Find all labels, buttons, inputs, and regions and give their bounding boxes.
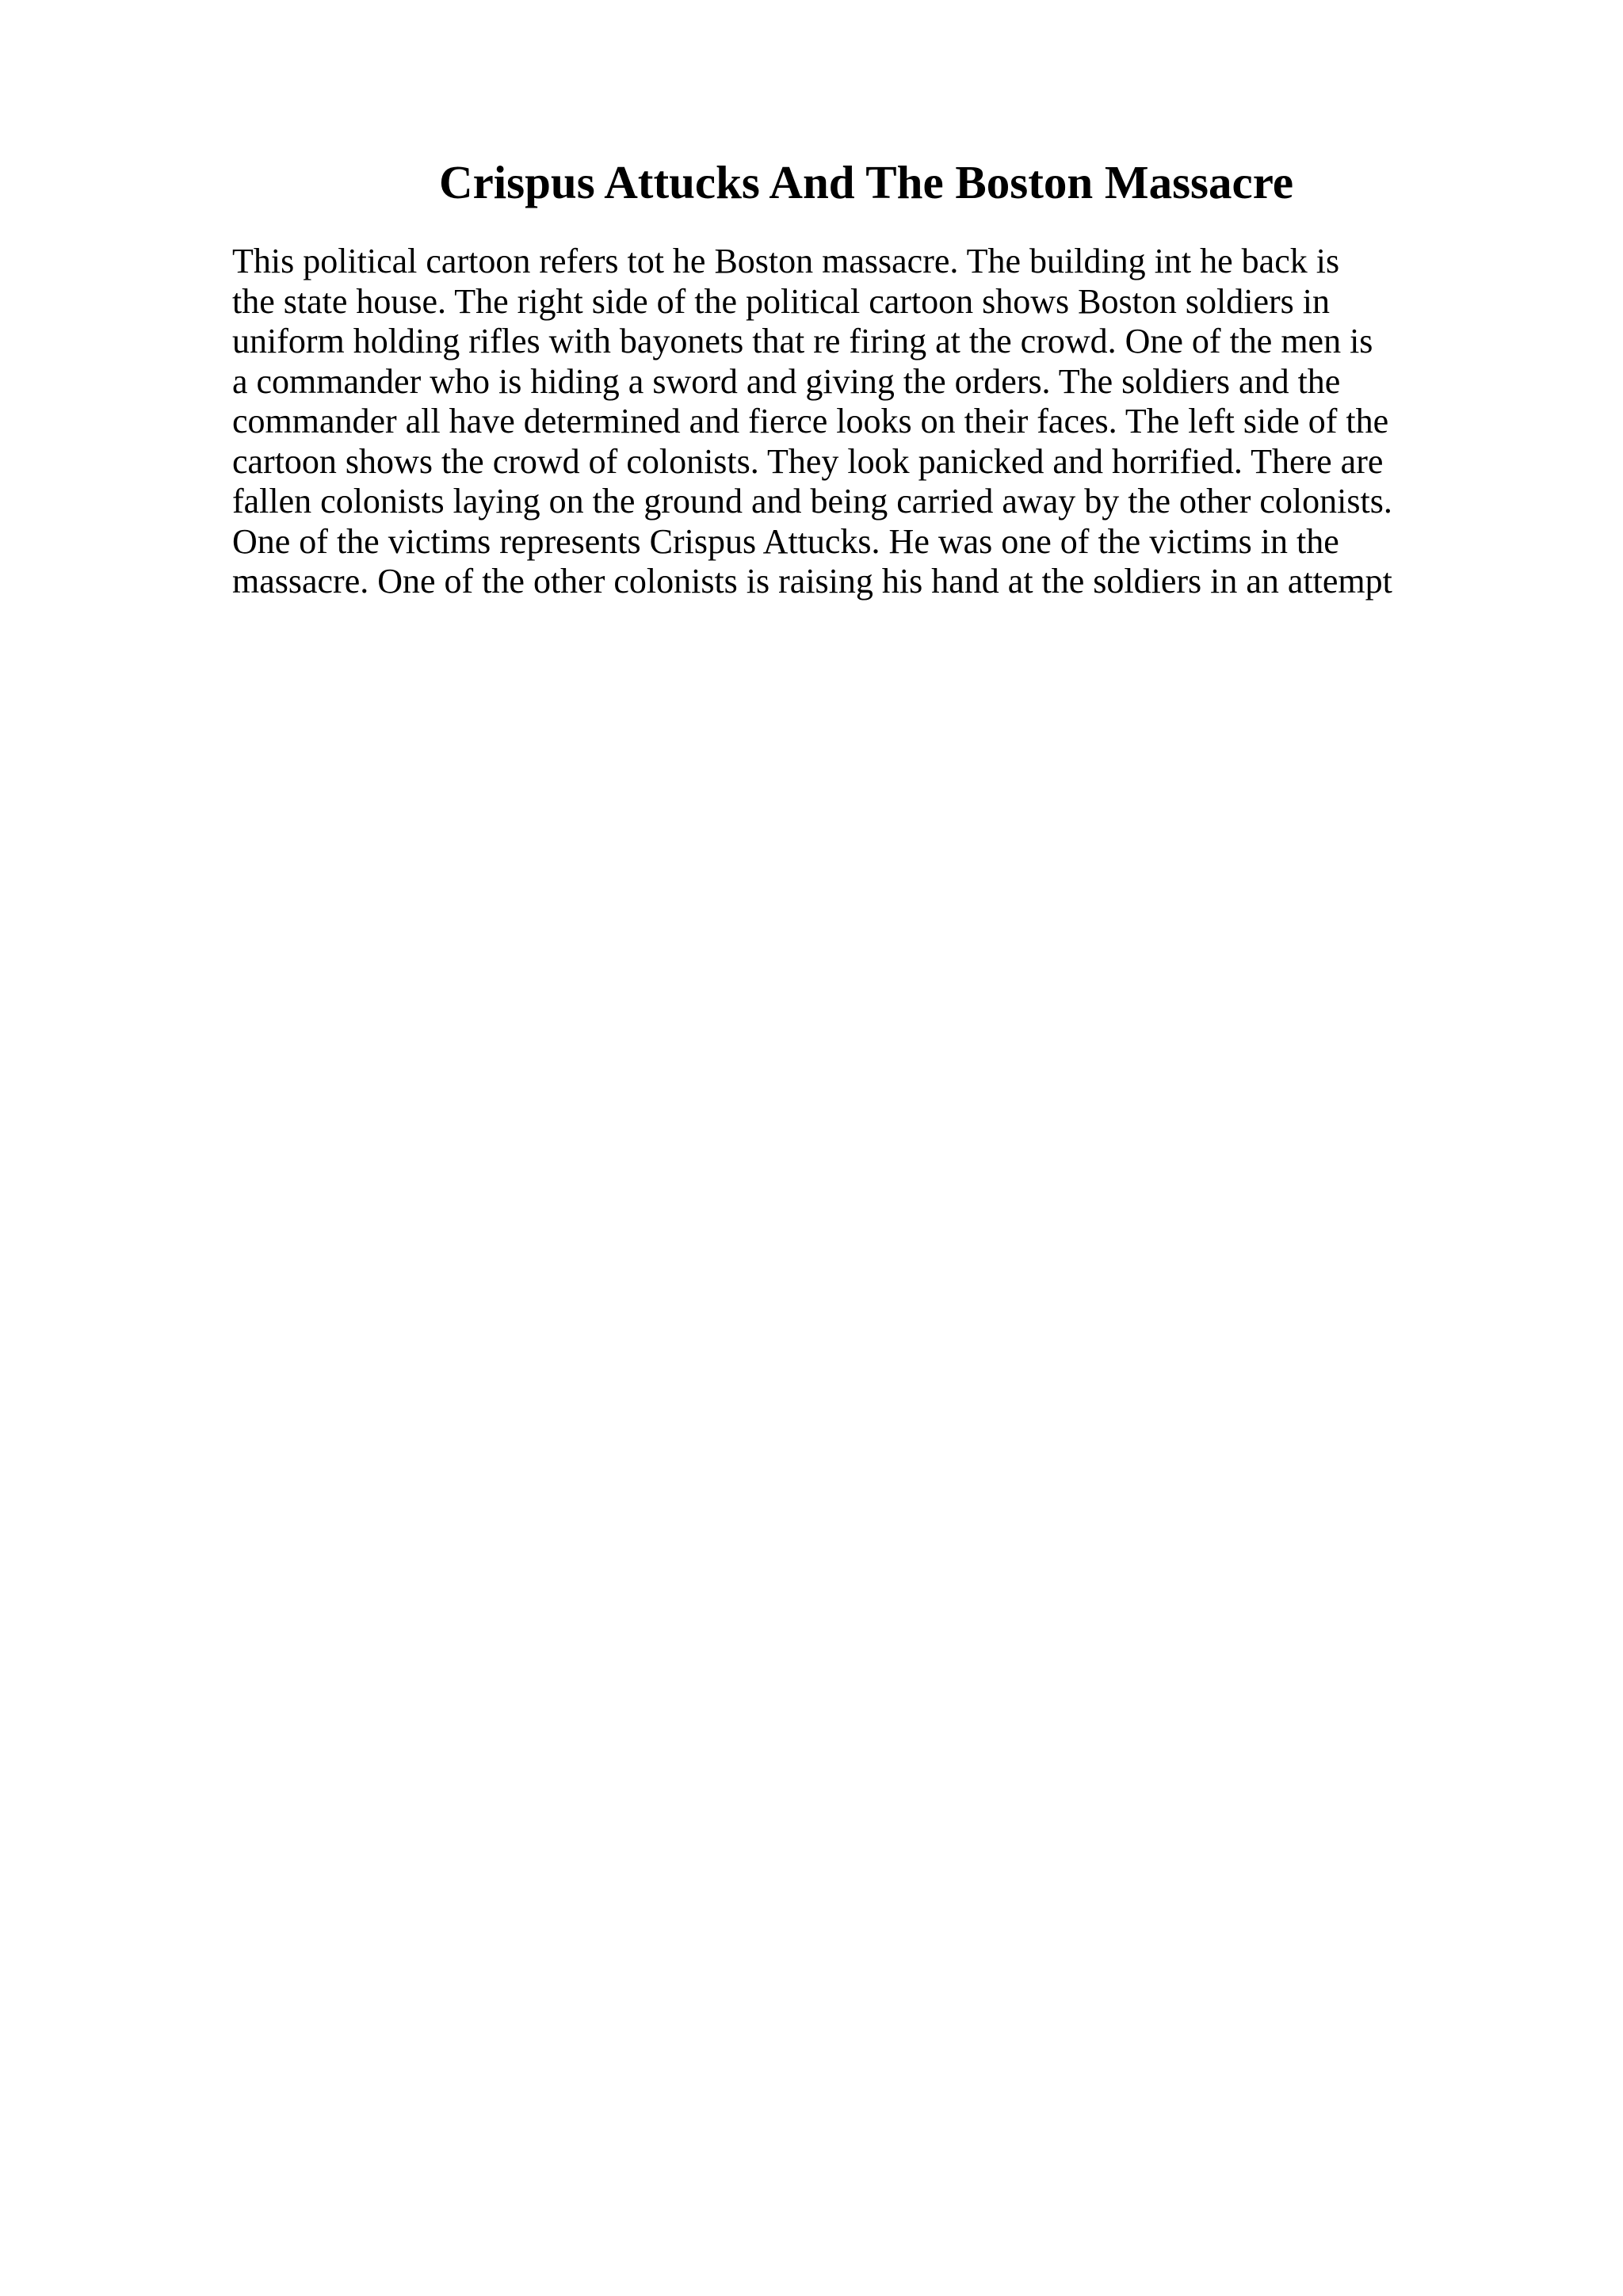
- body-line: This political cartoon refers tot he Boston massacre. The building int he back is: [232, 242, 1340, 280]
- body-line: uniform holding rifles with bayonets that re firing at the crowd. One of the men is: [232, 322, 1373, 360]
- body-line: cartoon shows the crowd of colonists. They look panicked and horrified. There are: [232, 441, 1384, 481]
- body-line: the state house. The right side of the political cartoon shows Boston soldiers in: [232, 281, 1330, 321]
- body-line: fallen colonists laying on the ground and being carried away by the other colonists.: [232, 482, 1392, 521]
- body-line: massacre. One of the other colonists is raising his hand at the soldiers in an attempt: [232, 562, 1392, 601]
- body-line: a commander who is hiding a sword and giving the orders. The soldiers and the: [232, 361, 1341, 401]
- body-paragraph: [232, 242, 1484, 602]
- body-line: commander all have determined and fierce looks on their faces. The left side of the: [232, 402, 1389, 441]
- body-line: One of the victims represents Crispus Attucks. He was one of the victims in the: [232, 521, 1339, 561]
- document-title: Crispus Attucks And The Boston Massacre: [438, 156, 1294, 208]
